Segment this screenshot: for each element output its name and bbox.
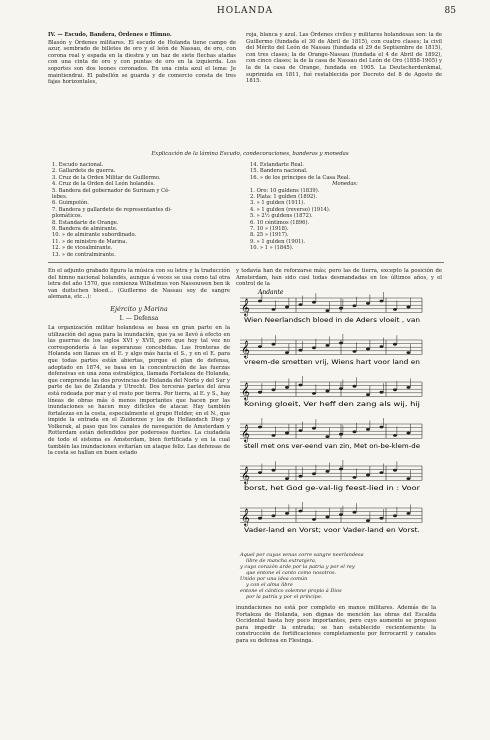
page-number: 85 (444, 6, 456, 16)
legend-left-item: 11. » de ministro de Marina. (52, 238, 128, 245)
treble-clef-icon: 𝄞 (241, 424, 250, 442)
army-heading: Ejército y Marina (110, 304, 168, 313)
note-head (366, 474, 370, 477)
note-head (272, 308, 276, 311)
section-iv-left-text: Blasón y Órdenes militares. El escudo de Holanda tiene campo de azur, sembrado de billetes de oro y el león de Nassau, de oro, con corona real y espada en la diestra y un haz de siete flechas atadas con una cinta de oro y con puntas de oro en la izquierda. Los soportes son dos leones coronados. En una cinta azul el lema: Je maintiendrai. El pabellón se guarda y de comercio consta de tres fajas horizontales, (48, 39, 236, 86)
army-text: La organización militar holandesa se basa en gran parte en la utilización del agua para la inundación, que ya se llevó á efecto en las guerras de los siglos XVI y XVII, pero que hoy tal vez no correspondería á las esperanzas concebidas. Las fronteras de Holanda son llanas en el E. y algo más hacia el S., y en el E. para que todas partes están abiertas, porque el plan de defensa, adoptado en 1874, se basa en la concentración de las fuerzas defensivas en una zona estratégica, llamada Fortaleza de Holanda, que comprende las dos provincias de Holanda del Norte y del Sur y parte de las de Zelanda y Utrecht. Dos terceras partes del área está rodeada por mar y el resto por tierra. Por tierra, al E. y S., hay líneas de obras más ó menos importantes que hacen por las inundaciones se hacen muy difíciles de atacar. Hay también fortalezas en la costa, especialmente el grupo Helder, en el N., que impide la entrada en el Zuiderzee y los de Hollandsch Diep y Volkerak, al paso que los canales de navegación de Amsterdam y Rotterdam están defendidos por poderosos fuertes. La ciudadela de todo el sistema es Amsterdam, bien fortificada y en la cual también las inundaciones evitarían un ataque feliz. Las defensas de la costa se hallan en buen estado (48, 324, 230, 457)
music-staff (240, 376, 422, 408)
bottom-right-column (236, 605, 436, 645)
music-staff (240, 502, 422, 534)
note-head (258, 391, 262, 394)
tempo-label: Andante (258, 289, 284, 296)
treble-clef-icon: 𝄞 (241, 298, 250, 316)
note-head (339, 342, 343, 345)
note-head (339, 513, 343, 516)
legend-left-item: 5. Bandera del gobernador de Surinam y Cé- (52, 187, 170, 194)
note-head (407, 351, 411, 354)
legend-title: Explicación de la lámina Escudo, condecoraciones, banderas y monedas (151, 151, 349, 157)
lyric-line: vreem-de smetten vrij, Wiens hart voor land en (244, 359, 421, 366)
legend-right-item: 6. 10 céntimos (1896). (250, 219, 310, 226)
legend-left-item: plomáticos. (52, 213, 83, 220)
note-head (380, 391, 384, 394)
note-head (407, 477, 411, 480)
note-head (380, 426, 384, 429)
legend-right-item: 10. » 1 » (1845). (250, 245, 294, 252)
legend-right-item: 16. » de los príncipes de la Casa Real. (250, 174, 351, 181)
poem-line: entone el cántico solemne propio á Dios (240, 588, 342, 594)
legend-left-column (52, 162, 242, 258)
note-head (258, 517, 262, 520)
note-head (272, 343, 276, 346)
legend-left-item: 8. Estandarte de Orange. (52, 219, 119, 226)
treble-clef-icon: 𝄞 (241, 508, 250, 526)
poem-line: Aquel por cuyas venas corre sangre neerlandesa (240, 552, 364, 558)
treble-clef-icon: 𝄞 (241, 382, 250, 400)
legend-left-item: 1. Escudo nacional. (52, 162, 104, 168)
note-head (393, 434, 397, 437)
legend-right-item: Monedas: (332, 181, 358, 188)
treble-clef-icon: 𝄞 (241, 466, 250, 484)
note-head (312, 472, 316, 475)
note-head (407, 512, 411, 515)
note-head (285, 512, 289, 515)
note-head (393, 388, 397, 391)
note-head (380, 345, 384, 348)
note-head (326, 309, 330, 312)
note-head (393, 514, 397, 517)
note-head (353, 350, 357, 353)
bottom-right-text: inundaciones no está por completo en manos militares. Además de la Fortaleza de Holanda, son dignas de mención las obras del Escalda Occidental hasta hoy poco importantes, pero cuyo aumento se propuso para impedir la entrada; se han establecido recientemente la construcción de fortificaciones completamente por ferrocarril y canales para su defensa en Flesinga. (236, 605, 436, 644)
note-head (312, 518, 316, 521)
lyric-line: Vader-land en Vorst; voor Vader-land en Vorst. (244, 527, 421, 534)
note-head (339, 468, 343, 471)
note-head (272, 434, 276, 437)
legend-right-item: 5. » 2½ guldens (1872). (250, 213, 313, 220)
note-head (285, 432, 289, 435)
note-head (407, 306, 411, 309)
note-head (326, 516, 330, 519)
army-subheading: I. — Defensa (119, 314, 159, 322)
note-head (353, 511, 357, 514)
note-head (393, 469, 397, 472)
poem-line: Unido por una idea común (240, 576, 308, 582)
legend-right-item: 7. 10 » (1918). (250, 226, 289, 233)
note-head (285, 477, 289, 480)
note-head (272, 469, 276, 472)
note-head (407, 432, 411, 435)
running-header (0, 6, 490, 20)
note-head (272, 514, 276, 517)
legend-left-item: 3. Cruz de la Orden Militar de Guillermo. (52, 174, 161, 181)
note-head (299, 303, 303, 306)
legend-right-item: 3. » 1 gulden (1911). (250, 200, 305, 207)
note-head (299, 475, 303, 478)
note-head (393, 308, 397, 311)
note-head (339, 433, 343, 436)
legend-left-item: 9. Bandera de almirante. (52, 226, 118, 233)
lyric-line: stell met ons ver-eend van zin, Met on-be-klem-de (244, 443, 421, 450)
note-head (380, 517, 384, 520)
legend-right-item: 4. » 1 gulden (reverso) (1914). (250, 206, 331, 213)
legend-left-item: 10. » de almirante subordinado. (52, 232, 137, 239)
legend-left-item: lebes. (52, 194, 68, 201)
note-head (366, 302, 370, 305)
poem-line: libre de mancha extranjera, (246, 558, 317, 564)
note-head (326, 390, 330, 393)
note-head (339, 307, 343, 310)
note-head (312, 427, 316, 430)
note-head (353, 304, 357, 307)
music-staff (240, 460, 422, 492)
note-head (258, 300, 262, 303)
legend-left-item: 13. » de contralmirante. (52, 251, 116, 258)
poem-line: y con el alma libre (246, 582, 293, 588)
note-head (393, 343, 397, 346)
lyric-line: borst, het God ge-val-lig feest-lied in : Voor (244, 485, 421, 492)
note-head (353, 430, 357, 433)
note-head (326, 344, 330, 347)
legend-right-item: 15. Bandera nacional. (250, 168, 308, 175)
section-iv-right (246, 32, 442, 85)
legend-left-item: 6. Guimpolón. (52, 200, 89, 207)
note-head (366, 348, 370, 351)
legend-left-item: 7. Bandera y gallardete de representantes di- (52, 206, 172, 213)
note-head (353, 476, 357, 479)
poem-line: y cuyo corazón arde por la patria y por el rey (240, 564, 355, 570)
note-head (353, 385, 357, 388)
note-head (312, 301, 316, 304)
treble-clef-icon: 𝄞 (241, 340, 250, 358)
poem-line: por la patria y por el príncipe. (246, 594, 323, 600)
lyric-line: Koning gloeit, Ver heff den zang als wij, hij (244, 401, 421, 408)
note-head (380, 471, 384, 474)
note-head (366, 393, 370, 396)
legend-left-item: 2. Gallardete de guerra. (52, 168, 116, 175)
section-iv-heading: IV. — Escudo, Bandera, Órdenes e Himno. (48, 32, 172, 38)
note-head (312, 346, 316, 349)
poem-translation (240, 552, 430, 600)
note-head (366, 519, 370, 522)
note-head (299, 384, 303, 387)
note-head (299, 510, 303, 513)
note-head (285, 351, 289, 354)
note-head (285, 306, 289, 309)
music-staff (240, 334, 422, 366)
section-iv-right-text: roja, blanca y azul. Las Órdenes civiles y militares holandesas son: la de Guillermo (fundada el 30 de Abril de 1815), con cuatro clases; la civil del Mérito del León de Nassau (fundada el 29 de Septiembre de 1815), con tres clases; la de Orange-Nassau (fundada el 4 de Abril de 1892), con cinco clases; la de la casa de Nassau del León de Oro (1858-1905) y la de la casa de Orange, fundada en 1905. La Deutscherdenkmal, suprimida en 1811, fué restablecida por Decreto del 8 de Agosto de 1815. (246, 32, 442, 85)
legend-left-item: 12. » de vicealmirante. (52, 245, 113, 252)
legend-right-item: 8. 25 » (1917). (250, 232, 289, 239)
legend-right-item: 1. Oro: 10 guldens (1839). (250, 187, 320, 194)
music-staff (240, 418, 422, 450)
note-head (407, 386, 411, 389)
legend-right-item: 14. Estandarte Real. (250, 162, 304, 168)
legend-left-item: 4. Cruz de la Orden del León holandés. (52, 181, 155, 188)
note-head (299, 349, 303, 352)
note-head (326, 435, 330, 438)
legend-right-column (250, 162, 440, 252)
anthem-intro: En el adjunto grabado figura la música con su letra y la traducción del himno nacional holandés, aunque á veces se usa como tal otra letra del año 1570, que comienza Wilhelmus von Nassouwen ben ik van duitschen bloed... (Guillermo de Nassau soy de sangre alemana, etc...): (48, 268, 230, 301)
note-head (258, 345, 262, 348)
note-head (339, 387, 343, 390)
note-head (285, 386, 289, 389)
note-head (258, 471, 262, 474)
legend-right-item: 9. » 1 gulden (1901). (250, 238, 305, 245)
divider-rule (48, 262, 444, 263)
running-title: HOLANDA (216, 6, 274, 16)
note-head (312, 392, 316, 395)
legend-right-item: 2. Plata: 1 gulden (1892). (250, 194, 317, 201)
anthem-intro-right: y todavía han de reforzarse más; pero las de tierra, excepto la posición de Amsterdam, han sido casi todas desmandadas en los últimos años, y el control de la (236, 268, 442, 288)
note-head (326, 470, 330, 473)
music-staff (240, 292, 422, 324)
note-head (380, 300, 384, 303)
lyric-line: Wien Neerlandsch bloed in de Aders vloeit , van (244, 317, 421, 324)
note-head (299, 429, 303, 432)
music-score (236, 284, 426, 554)
left-column (48, 268, 230, 457)
section-iv-left (48, 32, 236, 86)
note-head (258, 426, 262, 429)
note-head (272, 388, 276, 391)
poem-line: que entone el canto como nosotros. (246, 570, 337, 576)
note-head (366, 428, 370, 431)
